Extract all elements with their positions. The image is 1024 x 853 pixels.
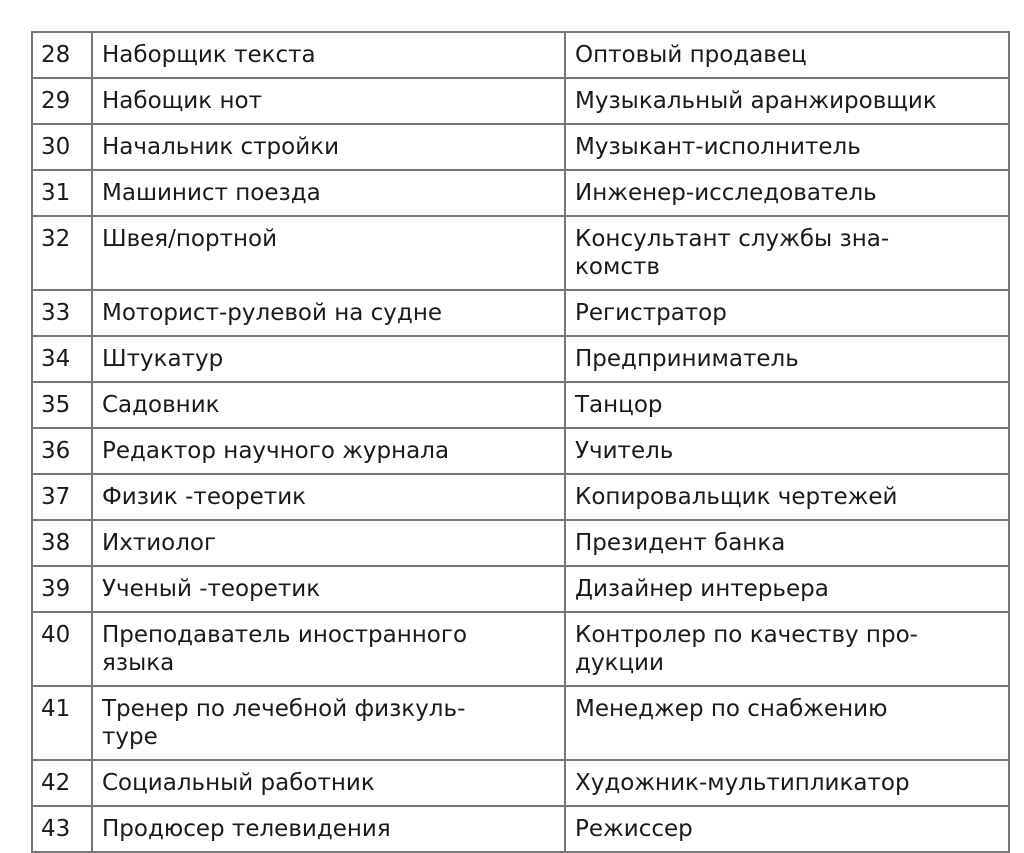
row-number: 36 [32, 428, 92, 474]
table-row [32, 474, 1009, 520]
profession-b: Дизайнер интерьера [565, 566, 1009, 612]
profession-b: Музыкальный аранжировщик [565, 78, 1009, 124]
row-number: 42 [32, 760, 92, 806]
table-row [32, 382, 1009, 428]
table-row [32, 124, 1009, 170]
row-number: 38 [32, 520, 92, 566]
profession-b: Консультант службы зна- комств [565, 216, 1009, 290]
row-number: 35 [32, 382, 92, 428]
table-row [32, 78, 1009, 124]
row-number: 31 [32, 170, 92, 216]
row-number: 41 [32, 686, 92, 760]
profession-a: Швея/портной [92, 216, 565, 290]
profession-b: Учитель [565, 428, 1009, 474]
row-number: 28 [32, 32, 92, 78]
profession-b: Менеджер по снабжению [565, 686, 1009, 760]
row-number: 30 [32, 124, 92, 170]
profession-a: Физик -теоретик [92, 474, 565, 520]
table-row [32, 170, 1009, 216]
profession-a: Социальный работник [92, 760, 565, 806]
row-number: 40 [32, 612, 92, 686]
row-number: 39 [32, 566, 92, 612]
profession-table [31, 31, 1010, 853]
profession-b: Оптовый продавец [565, 32, 1009, 78]
row-number: 33 [32, 290, 92, 336]
table-row [32, 428, 1009, 474]
table-row [32, 612, 1009, 686]
profession-b: Режиссер [565, 806, 1009, 852]
profession-b: Музыкант-исполнитель [565, 124, 1009, 170]
profession-b: Предприниматель [565, 336, 1009, 382]
profession-a: Ученый -теоретик [92, 566, 565, 612]
table-row [32, 686, 1009, 760]
table-row [32, 520, 1009, 566]
profession-b: Инженер-исследователь [565, 170, 1009, 216]
profession-a: Моторист-рулевой на судне [92, 290, 565, 336]
profession-a: Преподаватель иностранного языка [92, 612, 565, 686]
profession-table-container [31, 31, 1008, 853]
table-row [32, 216, 1009, 290]
row-number: 29 [32, 78, 92, 124]
table-row [32, 32, 1009, 78]
profession-a: Набощик нот [92, 78, 565, 124]
table-row [32, 336, 1009, 382]
profession-a: Тренер по лечебной физкуль- туре [92, 686, 565, 760]
profession-a: Наборщик текста [92, 32, 565, 78]
profession-a: Машинист поезда [92, 170, 565, 216]
table-row [32, 806, 1009, 852]
profession-b: Художник-мультипликатор [565, 760, 1009, 806]
row-number: 37 [32, 474, 92, 520]
row-number: 43 [32, 806, 92, 852]
profession-b: Копировальщик чертежей [565, 474, 1009, 520]
table-row [32, 566, 1009, 612]
profession-a: Продюсер телевидения [92, 806, 565, 852]
profession-b: Контролер по качеству про- дукции [565, 612, 1009, 686]
profession-a: Редактор научного журнала [92, 428, 565, 474]
profession-table-body [32, 32, 1009, 852]
table-row [32, 290, 1009, 336]
profession-a: Штукатур [92, 336, 565, 382]
profession-a: Ихтиолог [92, 520, 565, 566]
profession-b: Регистратор [565, 290, 1009, 336]
profession-a: Начальник стройки [92, 124, 565, 170]
profession-b: Президент банка [565, 520, 1009, 566]
profession-b: Танцор [565, 382, 1009, 428]
table-row [32, 760, 1009, 806]
profession-a: Садовник [92, 382, 565, 428]
row-number: 34 [32, 336, 92, 382]
row-number: 32 [32, 216, 92, 290]
